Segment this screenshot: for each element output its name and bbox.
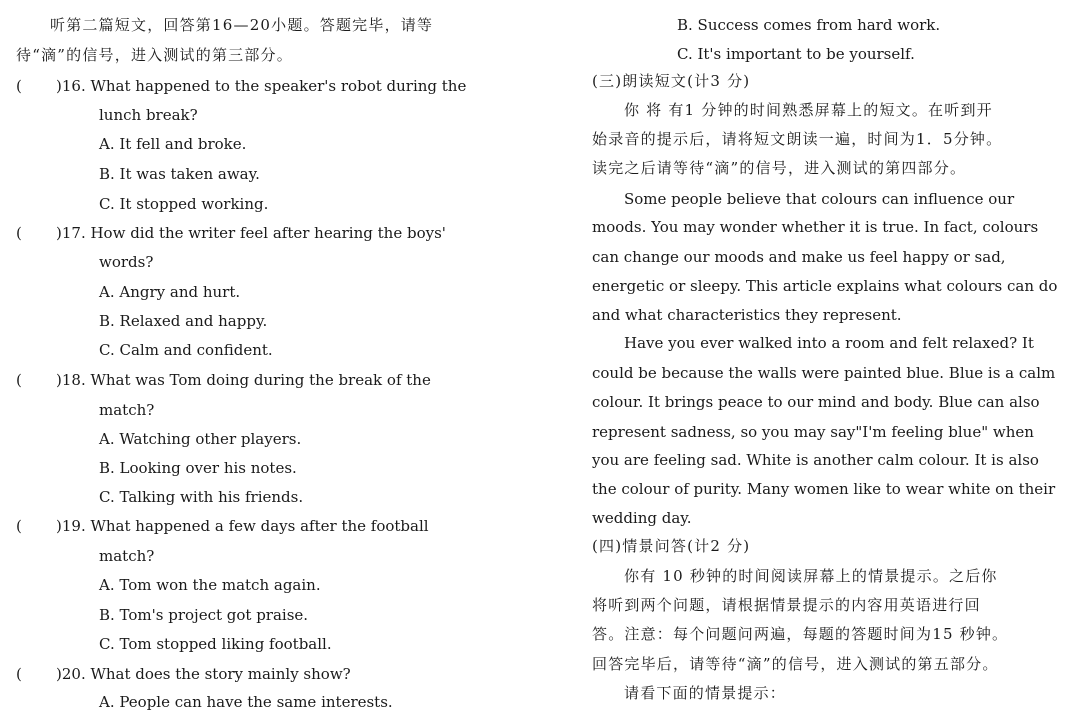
section3-instruction-line: 你 将 有1 分钟的时间熟悉屏幕上的短文。在听到开	[624, 101, 993, 119]
question-stem-continued: match?	[99, 401, 155, 419]
option-a: A. Tom won the match again.	[99, 576, 321, 594]
question-stem: )16. What happened to the speaker's robot during the	[56, 77, 467, 95]
answer-bracket[interactable]: (	[16, 517, 22, 535]
option-a: A. It fell and broke.	[99, 135, 247, 153]
answer-bracket[interactable]: (	[16, 77, 22, 95]
option-c: C. Talking with his friends.	[99, 488, 304, 506]
q20-option-b: B. Success comes from hard work.	[677, 16, 941, 34]
passage-line: wedding day.	[592, 509, 692, 527]
option-a: A. Angry and hurt.	[99, 283, 241, 301]
passage-line: could be because the walls were painted blue. Blue is a calm	[592, 364, 1056, 382]
option-b: B. Looking over his notes.	[99, 459, 297, 477]
q20-option-c: C. It's important to be yourself.	[677, 45, 915, 63]
question-stem: )19. What happened a few days after the football	[56, 517, 429, 535]
section3-heading: (三)朗读短文(计3 分)	[592, 72, 751, 90]
passage-line: represent sadness, so you may say"I'm feeling blue" when	[592, 423, 1034, 441]
passage-line: the colour of purity. Many women like to wear white on their	[592, 480, 1056, 498]
answer-bracket[interactable]: (	[16, 665, 22, 683]
passage-line: Have you ever walked into a room and felt relaxed? It	[624, 334, 1034, 352]
section4-instruction-line: 将听到两个问题，请根据情景提示的内容用英语进行回	[592, 596, 981, 614]
option-c: C. Tom stopped liking football.	[99, 635, 332, 653]
option-b: B. Relaxed and happy.	[99, 312, 268, 330]
passage-line: you are feeling sad. White is another calm colour. It is also	[592, 451, 1039, 469]
passage-line: and what characteristics they represent.	[592, 306, 902, 324]
section4-instruction-line: 请看下面的情景提示：	[624, 684, 787, 702]
section4-instruction-line: 答。注意：每个问题问两遍，每题的答题时间为15 秒钟。	[592, 625, 1009, 643]
section3-instruction-line: 始录音的提示后，请将短文朗读一遍，时间为1．5分钟。	[592, 130, 1003, 148]
passage-line: moods. You may wonder whether it is true. In fact, colours	[592, 218, 1039, 236]
question-stem-continued: match?	[99, 547, 155, 565]
passage-line: can change our moods and make us feel happy or sad,	[592, 248, 1006, 266]
passage-line: Some people believe that colours can influence our	[624, 190, 1015, 208]
answer-bracket[interactable]: (	[16, 224, 22, 242]
option-a: A. Watching other players.	[99, 430, 302, 448]
section4-instruction-line: 回答完毕后，请等待“滴”的信号，进入测试的第五部分。	[592, 655, 999, 673]
question-stem-continued: words?	[99, 253, 154, 271]
section2-instruction-line1: 听第二篇短文，回答第16—20小题。答题完毕，请等	[50, 16, 434, 34]
section3-instruction-line: 读完之后请等待“滴”的信号，进入测试的第四部分。	[592, 159, 967, 177]
question-stem-continued: lunch break?	[99, 106, 198, 124]
option-c: C. It stopped working.	[99, 195, 269, 213]
option-a: A. People can have the same interests.	[99, 693, 393, 711]
option-b: B. Tom's project got praise.	[99, 606, 309, 624]
section4-heading: (四)情景问答(计2 分)	[592, 537, 751, 555]
answer-bracket[interactable]: (	[16, 371, 22, 389]
section4-instruction-line: 你有 10 秒钟的时间阅读屏幕上的情景提示。之后你	[624, 567, 998, 585]
question-stem: )17. How did the writer feel after hearing the boys'	[56, 224, 446, 242]
option-b: B. It was taken away.	[99, 165, 260, 183]
section2-instruction-line2: 待“滴”的信号，进入测试的第三部分。	[16, 46, 293, 64]
option-c: C. Calm and confident.	[99, 341, 273, 359]
passage-line: colour. It brings peace to our mind and body. Blue can also	[592, 393, 1040, 411]
question-stem: )20. What does the story mainly show?	[56, 665, 351, 683]
passage-line: energetic or sleepy. This article explains what colours can do	[592, 277, 1058, 295]
question-stem: )18. What was Tom doing during the break of the	[56, 371, 431, 389]
